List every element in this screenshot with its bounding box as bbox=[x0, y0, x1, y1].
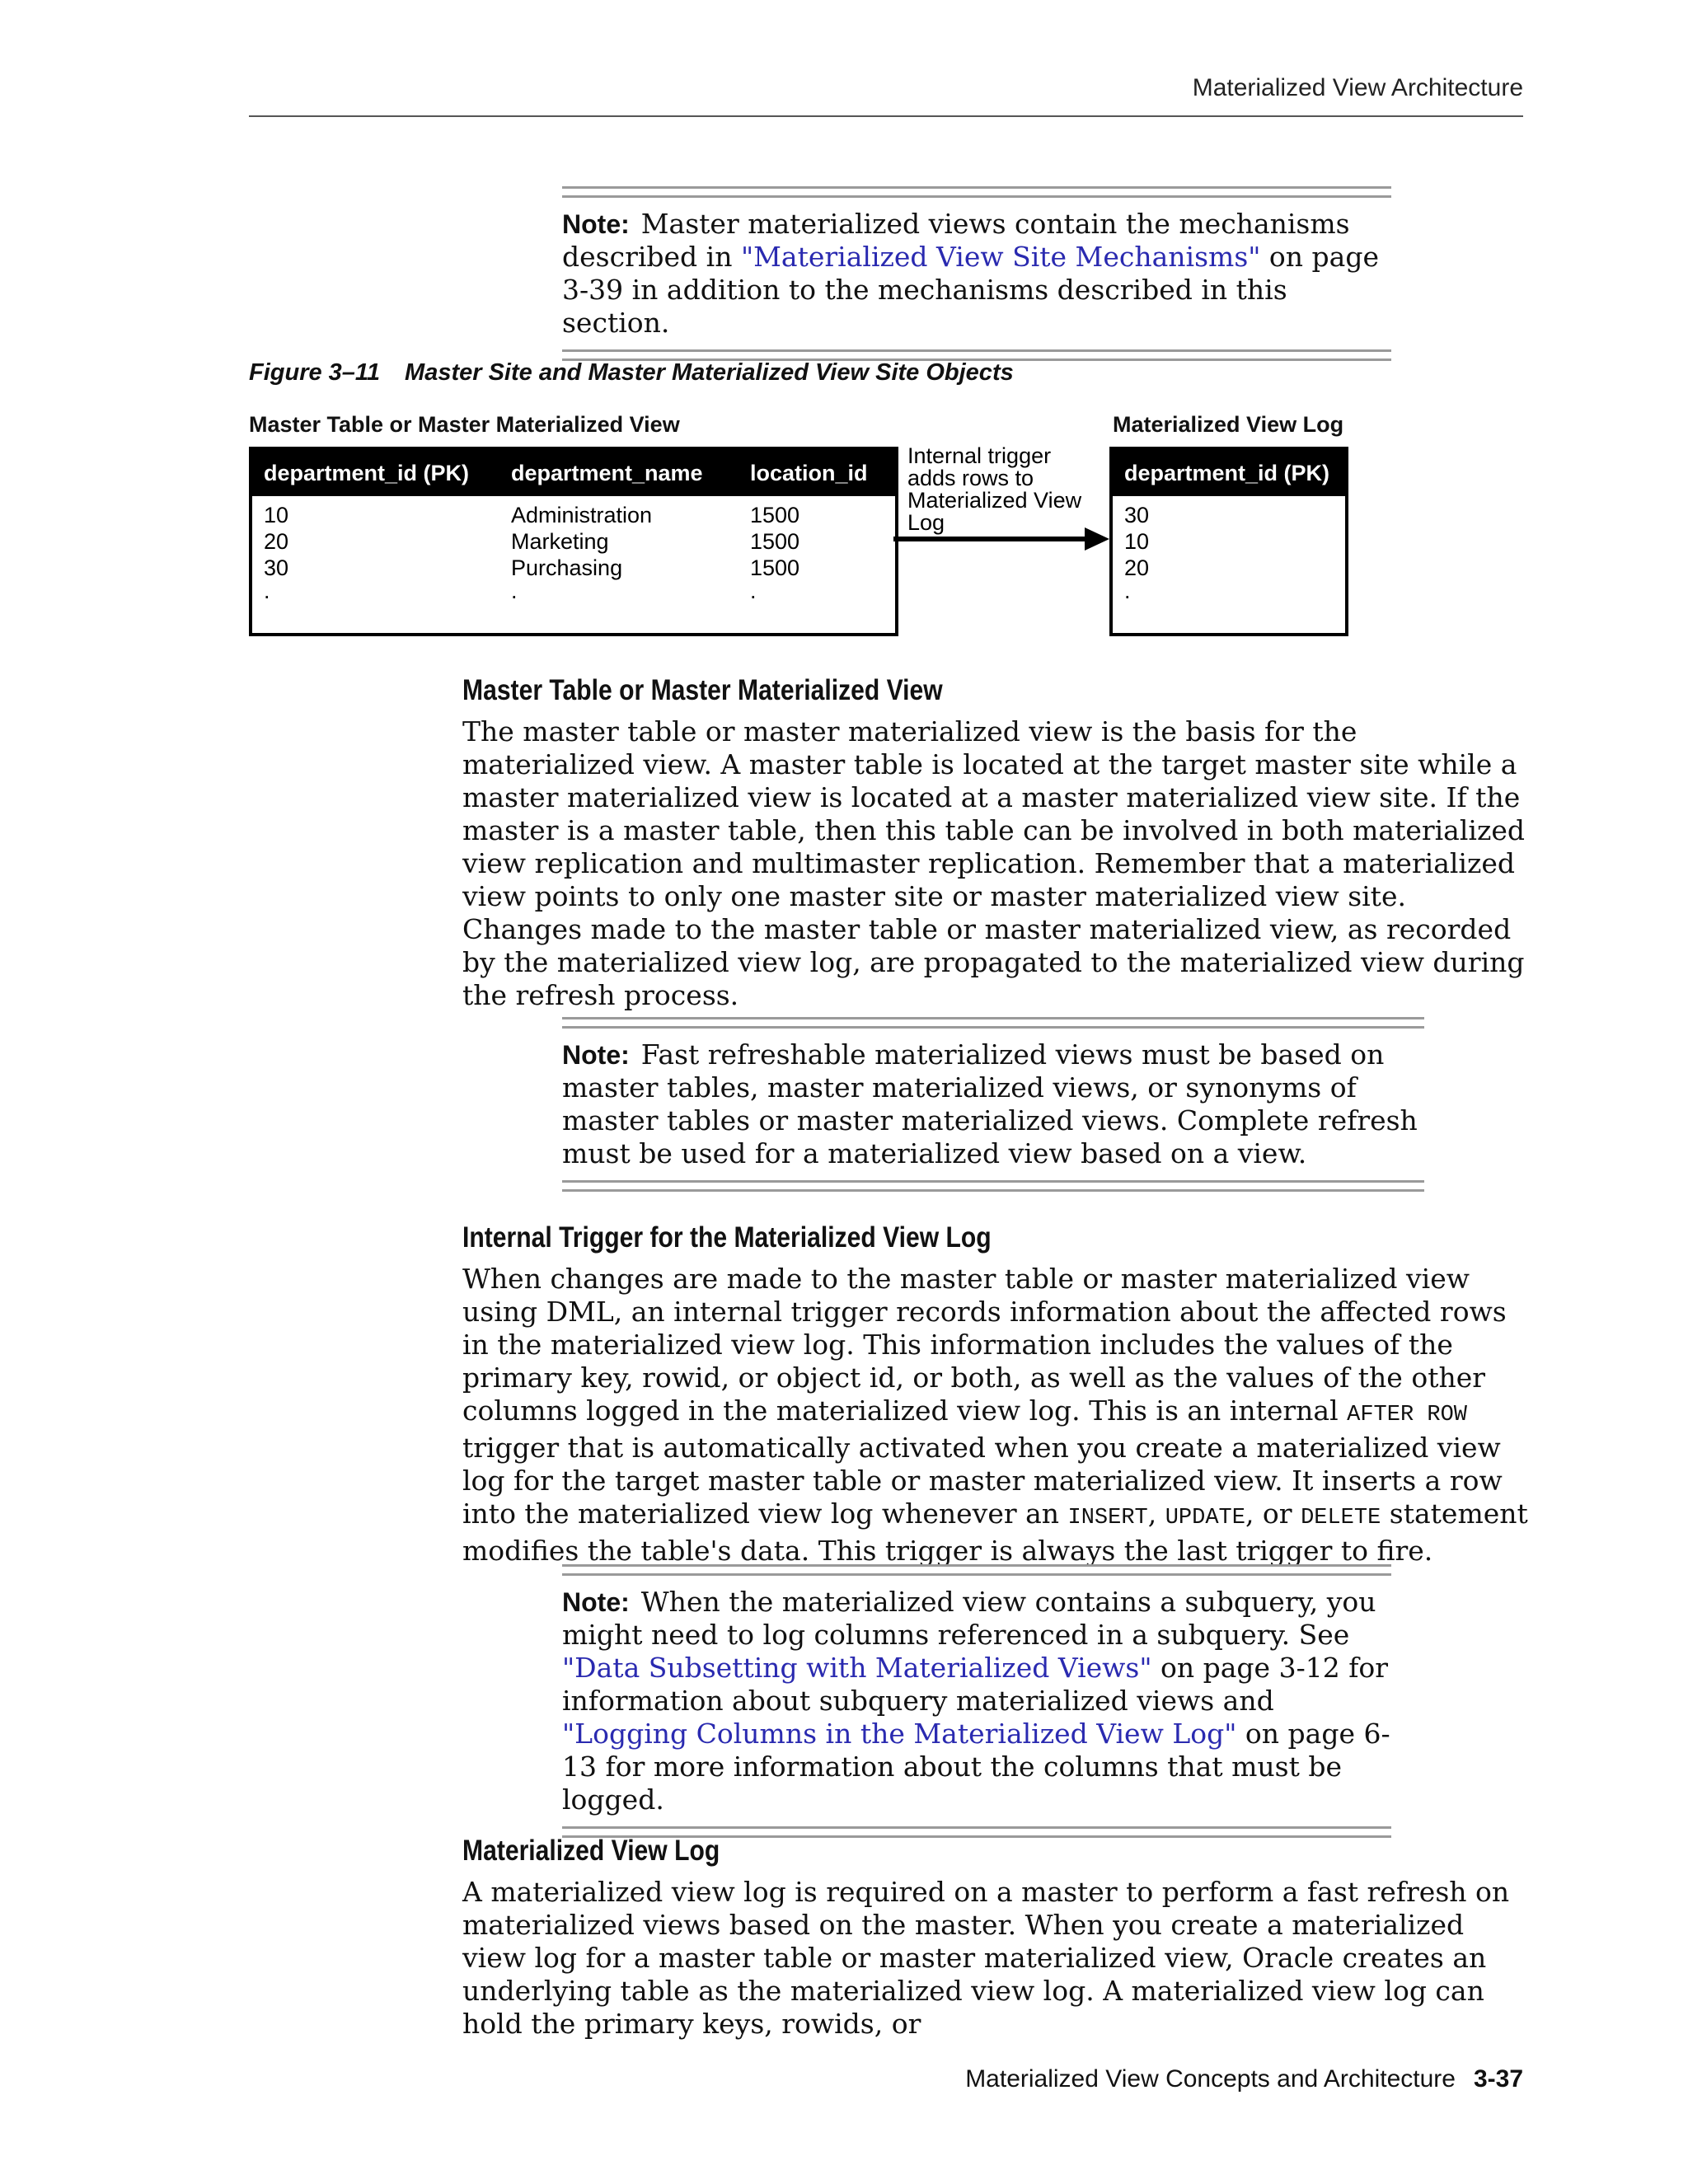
note-text-part: When the materialized view contains a subquery, you might need to log columns referenced in a subquery. See bbox=[562, 1586, 1376, 1651]
figure-caption bbox=[249, 359, 1014, 387]
code-insert: INSERT bbox=[1067, 1506, 1148, 1530]
note-text bbox=[562, 198, 1391, 349]
xref-link-logging-columns[interactable]: "Logging Columns in the Materialized View Log" bbox=[562, 1718, 1237, 1750]
xref-link-mv-site-mechanisms[interactable]: "Materialized View Site Mechanisms" bbox=[740, 241, 1261, 273]
body-text-part: trigger that is automatically activated when you create a materialized view log for the target master table or master materialized view. It inserts a row into the materialized view log whenever an bbox=[462, 1432, 1503, 1530]
table-cell: 20 bbox=[264, 529, 289, 554]
column-header: department_name bbox=[511, 461, 703, 485]
trigger-label-line: adds rows to bbox=[907, 466, 1034, 490]
mv-log-header bbox=[1113, 450, 1345, 496]
master-table-box bbox=[249, 447, 898, 636]
table-cell: Administration bbox=[511, 503, 653, 527]
column-header: location_id bbox=[750, 461, 868, 485]
table-cell: 1500 bbox=[750, 555, 800, 580]
page-number: 3-37 bbox=[1473, 2065, 1523, 2093]
table-cell: Purchasing bbox=[511, 555, 623, 580]
column-header: department_id (PK) bbox=[1124, 461, 1330, 485]
table-cell: 1500 bbox=[750, 503, 800, 527]
figure-title: Master Site and Master Materialized View Site Objects bbox=[405, 359, 1014, 386]
trigger-label-line: Log bbox=[907, 510, 945, 535]
header-rule bbox=[249, 115, 1523, 117]
section-body-mv-log: A materialized view log is required on a master to perform a fast refresh on materialized views based on the master. When you create a materialized view log for a master table or master materialized view, Oracle creates an underlying table as the materialized view log. A materialized view log can hold the primary keys, rowids, or bbox=[462, 1876, 1510, 2040]
trigger-label-line: Materialized View bbox=[907, 488, 1082, 513]
note-text-part: on page 6-13 for more information about the columns that must be logged. bbox=[562, 1718, 1390, 1816]
table-cell: . bbox=[264, 579, 270, 603]
trigger-arrow bbox=[893, 524, 1109, 554]
note-top-rule bbox=[562, 1564, 1391, 1576]
table-cell: 1500 bbox=[750, 529, 800, 554]
trigger-label-line: Internal trigger bbox=[907, 443, 1052, 468]
note-top-rule bbox=[562, 186, 1391, 198]
table-cell: 30 bbox=[264, 555, 289, 580]
mv-log-title: Materialized View Log bbox=[1113, 412, 1344, 437]
note-box-3 bbox=[562, 1564, 1391, 1838]
section-body-master-table: The master table or master materialized view is the basis for the materialized view. A master table is located at the target master site while a master materialized view is located at a master materialized view site. If the master is a master table, then this table can be involved in both materialized view replication and multimaster replication. Remember that a materialized view points to only one master site or master materialized view site. Changes made to the master table or master materialized view, as recorded by the materialized view log, are propagated to the materialized view during the refresh process. bbox=[462, 715, 1525, 1011]
note-text-part: Fast refreshable materialized views must be based on master tables, master materialized views, or synonyms of master tables or master materialized views. Complete refresh must be used for a materialized view based on a view. bbox=[562, 1038, 1418, 1169]
body-text-part: , bbox=[1147, 1497, 1165, 1530]
table-cell: 30 bbox=[1124, 503, 1150, 527]
xref-link-data-subsetting[interactable]: "Data Subsetting with Materialized Views" bbox=[562, 1652, 1152, 1684]
note-label: Note: bbox=[562, 1587, 630, 1617]
table-cell: 10 bbox=[1124, 529, 1150, 554]
code-delete: DELETE bbox=[1301, 1506, 1381, 1530]
running-header: Materialized View Architecture bbox=[1192, 74, 1523, 101]
footer-title: Materialized View Concepts and Architecture bbox=[965, 2065, 1456, 2093]
master-table-header bbox=[252, 450, 895, 496]
note-text bbox=[562, 1029, 1424, 1180]
section-heading-internal-trigger: Internal Trigger for the Materialized View Log bbox=[462, 1221, 992, 1254]
note-box-2 bbox=[562, 1017, 1424, 1192]
note-bottom-rule bbox=[562, 1180, 1424, 1192]
note-label: Note: bbox=[562, 1040, 630, 1070]
body-text-part: statement modifies the table's data. This trigger is always the last trigger to fire. bbox=[462, 1497, 1528, 1567]
note-text-part: on page 3-12 for information about subquery materialized views and bbox=[562, 1652, 1389, 1717]
figure-number: Figure 3–11 bbox=[249, 359, 381, 386]
note-text-part: on page 3-39 in addition to the mechanisms described in this section. bbox=[562, 241, 1379, 339]
mv-log-box bbox=[1109, 447, 1348, 636]
table-cell: . bbox=[750, 579, 757, 603]
column-header: department_id (PK) bbox=[264, 461, 470, 485]
trigger-label bbox=[907, 445, 1081, 534]
section-body-internal-trigger bbox=[462, 1263, 1534, 1568]
note-label: Note: bbox=[562, 209, 630, 239]
code-after-row: AFTER ROW bbox=[1347, 1403, 1467, 1427]
note-text bbox=[562, 1576, 1391, 1826]
section-heading-mv-log: Materialized View Log bbox=[462, 1835, 720, 1867]
table-cell: 10 bbox=[264, 503, 289, 527]
page-footer bbox=[948, 2065, 1523, 2093]
table-cell: 20 bbox=[1124, 555, 1150, 580]
table-cell: . bbox=[1124, 579, 1131, 603]
note-top-rule bbox=[562, 1017, 1424, 1029]
arrow-head bbox=[1085, 527, 1109, 551]
note-text-part: Master materialized views contain the mechanisms described in bbox=[562, 208, 1350, 273]
body-text-part: , or bbox=[1245, 1497, 1301, 1530]
table-cell: . bbox=[511, 579, 518, 603]
master-table-title: Master Table or Master Materialized View bbox=[249, 412, 680, 437]
note-box-1 bbox=[562, 186, 1391, 361]
table-cell: Marketing bbox=[511, 529, 609, 554]
body-text-part: When changes are made to the master table or master materialized view using DML, an internal trigger records information about the affected rows in the materialized view log. This information includes the values of the primary key, rowid, or object id, or both, as well as the values of the other columns logged in the materialized view log. This is an internal bbox=[462, 1263, 1507, 1427]
section-heading-master-table: Master Table or Master Materialized View bbox=[462, 674, 943, 706]
code-update: UPDATE bbox=[1165, 1506, 1245, 1530]
